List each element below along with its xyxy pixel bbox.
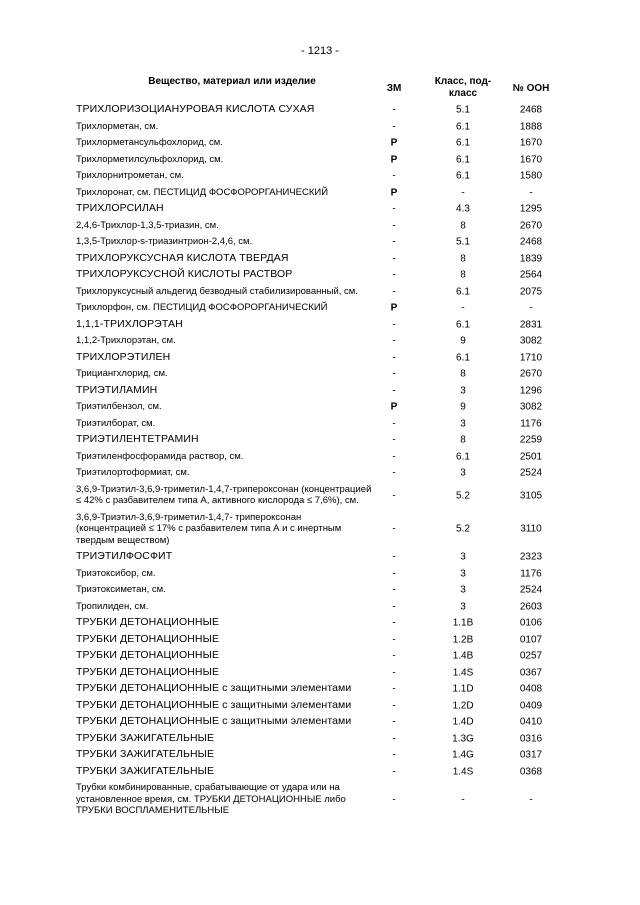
table-row (76, 416, 576, 433)
class-cell: 8 (460, 269, 466, 281)
table-row (76, 366, 576, 383)
zm-cell: - (392, 766, 396, 777)
zm-cell: P (390, 302, 398, 314)
substance-name: ТРИХЛОРСИЛАН (76, 202, 164, 214)
zm-cell: P (390, 154, 398, 165)
class-cell: 6.1 (456, 137, 470, 149)
class-cell: - (461, 302, 465, 314)
un-number-cell: 0408 (519, 683, 543, 695)
un-number-cell: 0317 (519, 749, 543, 761)
un-number-cell: 1888 (519, 121, 543, 132)
table-row (76, 399, 576, 416)
table-row (76, 780, 576, 820)
class-cell: - (461, 187, 465, 198)
un-number-cell: 1296 (519, 385, 543, 396)
zm-cell: P (390, 137, 398, 149)
table-row (76, 333, 576, 350)
table-row (76, 632, 576, 649)
table-row (76, 764, 576, 781)
zm-cell: - (392, 104, 396, 116)
substance-name: ТРИХЛОРЭТИЛЕН (76, 350, 171, 363)
table-row (76, 102, 576, 119)
class-cell: 1.3G (452, 733, 474, 744)
substance-name: ТРУБКИ ЗАЖИГАТЕЛЬНЫЕ (76, 731, 215, 744)
zm-cell: - (392, 716, 396, 728)
un-number-cell: 0257 (519, 650, 543, 662)
un-number-cell: 2468 (519, 104, 543, 116)
substance-name: Триэтоксиметан, см. (76, 584, 166, 595)
header-substance: Вещество, материал или изделие (148, 76, 316, 87)
substance-name: Триэтоксибор, см. (76, 567, 156, 579)
un-number-cell: 0367 (519, 667, 543, 678)
zm-cell: - (392, 568, 396, 579)
zm-cell: - (392, 634, 396, 645)
zm-cell: - (392, 335, 396, 347)
un-number-cell: 2501 (519, 451, 543, 462)
table-row (76, 566, 576, 583)
class-cell: 1.2B (452, 634, 474, 645)
substance-name: ТРИХЛОРИЗОЦИАНУРОВАЯ КИСЛОТА СУХАЯ (76, 103, 315, 115)
substance-name: ТРУБКИ ДЕТОНАЦИОННЫЕ (76, 616, 220, 628)
class-cell: 5.1 (456, 104, 470, 116)
zm-cell: - (392, 551, 396, 563)
substance-name: ТРИЭТИЛЕНТЕТРАМИН (76, 433, 199, 445)
zm-cell: - (392, 236, 396, 248)
table-row (76, 465, 576, 482)
page-number: - 1213 - (301, 45, 339, 57)
class-cell: 8 (460, 368, 466, 380)
un-number-cell: 2564 (519, 269, 543, 281)
zm-cell: - (392, 451, 396, 462)
substance-name: Триэтилбензол, см. (76, 401, 162, 412)
zm-cell: - (392, 733, 396, 744)
un-number-cell: 0106 (519, 617, 543, 629)
zm-cell: - (392, 523, 396, 535)
header-class: Класс, под-класс (434, 76, 492, 99)
zm-cell: - (392, 269, 396, 281)
table-row (76, 449, 576, 466)
un-number-cell: 1710 (519, 352, 543, 363)
zm-cell: P (390, 187, 398, 198)
table-row (76, 747, 576, 764)
class-cell: 1.1B (452, 617, 474, 629)
zm-cell: - (392, 434, 396, 446)
un-number-cell: 0368 (519, 766, 543, 777)
zm-cell: - (392, 286, 396, 297)
class-cell: 6.1 (456, 121, 470, 132)
un-number-cell: 1580 (519, 170, 543, 182)
un-number-cell: 2323 (519, 551, 543, 563)
zm-cell: - (392, 467, 396, 479)
un-number-cell: 2259 (519, 434, 543, 446)
table-row (76, 731, 576, 748)
class-cell: 3 (460, 584, 466, 596)
un-number-cell: 3105 (519, 489, 543, 501)
table-row (76, 251, 576, 268)
substance-name: ТРИХЛОРУКСУСНАЯ КИСЛОТА ТВЕРДАЯ (76, 251, 289, 264)
zm-cell: - (392, 170, 396, 182)
substance-name: Трихлоронат, см. ПЕСТИЦИД ФОСФОРОРГАНИЧЕСКИЙ (76, 186, 329, 198)
table-row (76, 300, 576, 317)
un-number-cell: 1176 (520, 568, 542, 579)
zm-cell: - (392, 650, 396, 662)
class-cell: 6.1 (456, 319, 470, 330)
substance-name: Трихлорметансульфохлорид, см. (76, 137, 223, 148)
class-cell: - (461, 794, 465, 805)
substance-name: Тропилиден, см. (76, 600, 149, 612)
class-cell: 3 (460, 568, 466, 579)
substance-name: 1,1,2-Трихлорэтан, см. (76, 335, 176, 346)
substance-name: ТРУБКИ ДЕТОНАЦИОННЫЕ с защитными элементами (76, 698, 352, 711)
class-cell: 3 (460, 551, 466, 563)
substance-name: Трихлорметилсульфохлорид, см. (76, 153, 224, 165)
substance-name: ТРУБКИ ДЕТОНАЦИОННЫЕ (76, 649, 220, 661)
zm-cell: - (392, 489, 396, 501)
class-cell: 3 (460, 467, 466, 479)
substance-name: Трихлорнитрометан, см. (76, 170, 184, 181)
substance-name: Трихлорметан, см. (76, 120, 159, 132)
substance-name: 3,6,9-Триэтил-3,6,9-триметил-1,4,7-трипероксонан (концентрацией ≤ 42% с разбавителем типа А, активного кислорода ≤ 7,6%), см. (76, 483, 372, 506)
un-number-cell: 0107 (519, 634, 543, 645)
un-number-cell: 3082 (519, 401, 543, 413)
substance-name: ТРУБКИ ДЕТОНАЦИОННЫЕ (76, 632, 220, 645)
table-row (76, 168, 576, 185)
un-number-cell: 2603 (519, 601, 543, 612)
class-cell: 3 (460, 418, 466, 429)
substance-name: Трициангхлорид, см. (76, 368, 168, 379)
table-row (76, 665, 576, 682)
table-row (76, 582, 576, 599)
class-cell: 3 (460, 601, 466, 612)
zm-cell: - (392, 700, 396, 711)
zm-cell: - (392, 352, 396, 363)
zm-cell: - (392, 121, 396, 132)
un-number-cell: 2670 (519, 220, 543, 231)
un-number-cell: 2075 (519, 286, 543, 297)
class-cell: 1.4B (452, 650, 474, 662)
substance-name: Трихлоруксусный альдегид безводный стабилизированный, см. (76, 285, 358, 297)
table-row (76, 201, 576, 218)
un-number-cell: 3110 (520, 523, 542, 535)
table-row (76, 218, 576, 235)
un-number-cell: 2831 (519, 319, 543, 330)
zm-cell: - (392, 368, 396, 380)
un-number-cell: 3082 (519, 335, 543, 347)
substance-name: ТРУБКИ ДЕТОНАЦИОННЫЕ (76, 665, 220, 678)
table-row (76, 714, 576, 731)
table-row (76, 317, 576, 334)
header-un-number: № ООН (512, 83, 550, 94)
substance-name: Триэтилортоформиат, см. (76, 467, 190, 478)
un-number-cell: 1670 (519, 137, 543, 149)
table-row (76, 482, 576, 510)
substance-name: ТРУБКИ ДЕТОНАЦИОННЫЕ с защитными элементами (76, 715, 352, 727)
un-number-cell: 0410 (519, 716, 543, 728)
class-cell: 1.4G (452, 749, 474, 761)
substance-name: ТРИЭТИЛАМИН (76, 383, 158, 396)
un-number-cell: 2468 (519, 236, 543, 248)
substance-name: ТРИХЛОРУКСУСНОЙ КИСЛОТЫ РАСТВОР (76, 268, 293, 280)
substance-name: 2,4,6-Трихлор-1,3,5-триазин, см. (76, 219, 219, 231)
un-number-cell: 0409 (519, 700, 543, 711)
substance-name: ТРИЭТИЛФОСФИТ (76, 550, 173, 562)
table-row (76, 152, 576, 169)
table-row (76, 681, 576, 698)
table-row (76, 510, 576, 550)
substance-name: Трубки комбинированные, срабатывающие от удара или на установленное время, см. ТРУБКИ ДЕТОНАЦИОННЫЕ либо ТРУБКИ ВОСПЛАМЕНИТЕЛЬНЫЕ (76, 782, 346, 816)
class-cell: 3 (460, 385, 466, 396)
class-cell: 8 (460, 434, 466, 446)
un-number-cell: - (529, 794, 533, 805)
class-cell: 1.2D (452, 700, 474, 711)
class-cell: 6.1 (456, 352, 470, 363)
substance-name: Триэтиленфосфорамида раствор, см. (76, 450, 244, 462)
dangerous-goods-table (76, 74, 576, 820)
zm-cell: - (392, 601, 396, 612)
table-row (76, 615, 576, 632)
zm-cell: - (392, 385, 396, 396)
un-number-cell: 1839 (519, 253, 543, 264)
zm-cell: - (392, 220, 396, 231)
zm-cell: - (392, 749, 396, 761)
table-header (76, 74, 576, 101)
class-cell: 8 (460, 253, 466, 264)
class-cell: 5.1 (456, 236, 470, 248)
substance-name: Трихлорфон, см. ПЕСТИЦИД ФОСФОРОРГАНИЧЕСКИЙ (76, 302, 328, 313)
table-row (76, 267, 576, 284)
un-number-cell: 2524 (519, 467, 543, 479)
zm-cell: - (392, 319, 396, 330)
substance-name: ТРУБКИ ЗАЖИГАТЕЛЬНЫЕ (76, 748, 215, 760)
substance-name: Триэтилборат, см. (76, 417, 156, 429)
table-row (76, 599, 576, 616)
zm-cell: - (392, 418, 396, 429)
un-number-cell: - (529, 187, 533, 198)
un-number-cell: 2670 (519, 368, 543, 380)
zm-cell: P (390, 401, 398, 413)
table-row (76, 284, 576, 301)
class-cell: 1.1D (452, 683, 474, 695)
table-row (76, 135, 576, 152)
substance-name: ТРУБКИ ДЕТОНАЦИОННЫЕ с защитными элементами (76, 682, 352, 694)
un-number-cell: 1670 (519, 154, 543, 165)
table-row (76, 119, 576, 136)
table-row (76, 383, 576, 400)
header-zm: ЗМ (386, 83, 402, 94)
substance-name: 3,6,9-Триэтил-3,6,9-триметил-1,4,7- трипероксонан (концентрацией ≤ 17% с разбавителем типа А и с инертным твердым веществом) (76, 511, 342, 546)
zm-cell: - (392, 203, 396, 215)
class-cell: 6.1 (456, 286, 470, 297)
class-cell: 5.2 (456, 489, 470, 501)
substance-name: 1,1,1-ТРИХЛОРЭТАН (76, 317, 183, 330)
class-cell: 9 (460, 335, 466, 347)
class-cell: 4.3 (456, 203, 470, 215)
zm-cell: - (392, 584, 396, 596)
substance-name: 1,3,5-Трихлор-s-триазинтрион-2,4,6, см. (76, 236, 253, 247)
table-row (76, 432, 576, 449)
un-number-cell: 1295 (519, 203, 543, 215)
substance-name: ТРУБКИ ЗАЖИГАТЕЛЬНЫЕ (76, 764, 215, 777)
class-cell: 5.2 (456, 523, 470, 535)
zm-cell: - (392, 253, 396, 264)
class-cell: 1.4D (452, 716, 474, 728)
zm-cell: - (392, 794, 396, 805)
un-number-cell: 1176 (520, 418, 542, 429)
class-cell: 8 (460, 220, 466, 231)
table-row (76, 185, 576, 202)
zm-cell: - (392, 617, 396, 629)
un-number-cell: - (529, 302, 533, 314)
table-row (76, 698, 576, 715)
un-number-cell: 2524 (519, 584, 543, 596)
table-row (76, 350, 576, 367)
class-cell: 6.1 (456, 170, 470, 182)
class-cell: 1.4S (452, 766, 474, 777)
zm-cell: - (392, 683, 396, 695)
class-cell: 6.1 (456, 451, 470, 462)
zm-cell: - (392, 667, 396, 678)
table-row (76, 549, 576, 566)
table-body (76, 102, 576, 820)
un-number-cell: 0316 (519, 733, 543, 744)
table-row (76, 648, 576, 665)
class-cell: 6.1 (456, 154, 470, 165)
table-row (76, 234, 576, 251)
class-cell: 9 (460, 401, 466, 413)
class-cell: 1.4S (452, 667, 474, 678)
